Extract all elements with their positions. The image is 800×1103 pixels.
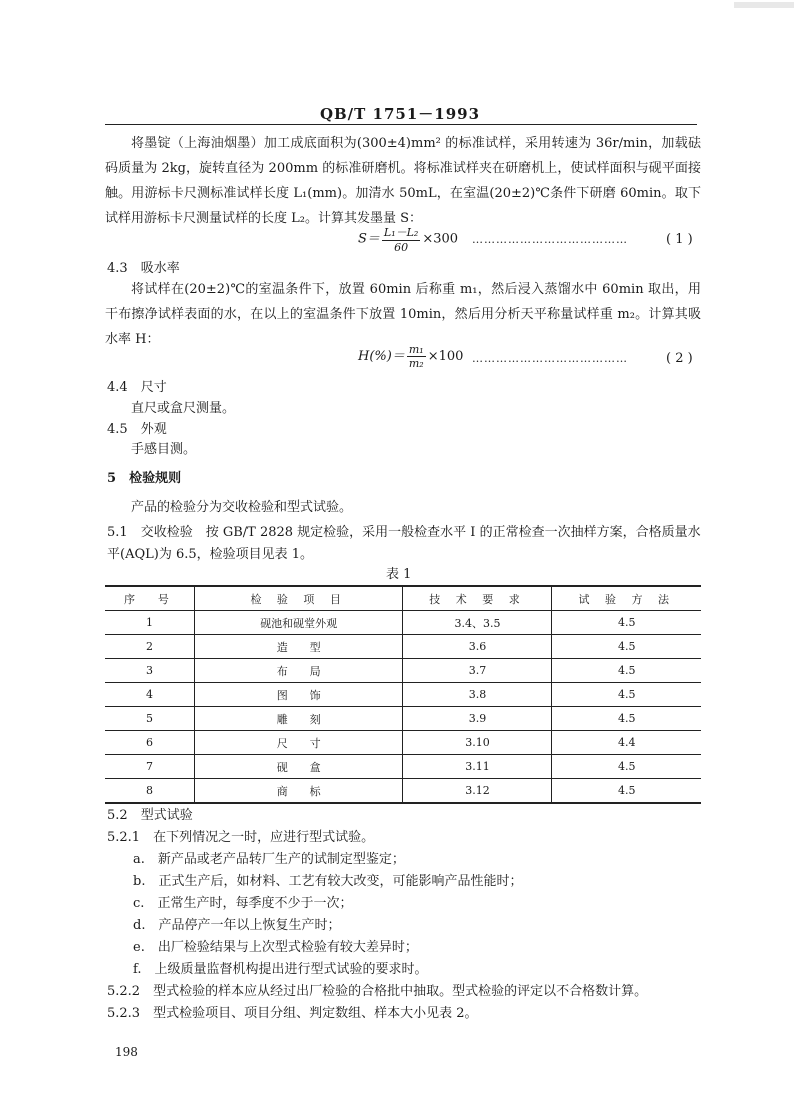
formula-2-leader: ………………………………… bbox=[472, 352, 628, 365]
table-cell: 4 bbox=[105, 683, 194, 707]
list-item bbox=[133, 916, 341, 936]
table-1-caption: 表 1 bbox=[386, 567, 412, 582]
header-rule bbox=[105, 124, 697, 125]
table-cell: 尺 寸 bbox=[194, 731, 403, 755]
table-cell: 5 bbox=[105, 707, 194, 731]
formula-1-fraction bbox=[382, 224, 420, 254]
section-4-3-title: 吸水率 bbox=[140, 261, 180, 276]
section-4-3-heading bbox=[107, 259, 180, 279]
section-4-5-heading bbox=[107, 420, 167, 440]
section-5-2-heading bbox=[107, 806, 193, 826]
table-cell: 7 bbox=[105, 755, 194, 779]
list-item bbox=[133, 872, 523, 892]
list-item bbox=[133, 850, 405, 870]
section-5-2-title: 型式试验 bbox=[140, 808, 193, 823]
list-text: 上级质量监督机构提出进行型式试验的要求时。 bbox=[154, 962, 428, 977]
list-item bbox=[133, 894, 352, 914]
table-row bbox=[105, 707, 701, 731]
table-cell: 商 标 bbox=[194, 779, 403, 804]
table-cell: 2 bbox=[105, 635, 194, 659]
list-marker: d. bbox=[133, 918, 146, 933]
section-5-1-number: 5.1 bbox=[107, 525, 128, 540]
page-number: 198 bbox=[115, 1045, 138, 1059]
formula-1-tail: ×300 bbox=[422, 231, 459, 247]
intro-paragraph: 将墨锭（上海油烟墨）加工成底面积为(300±4)mm² 的标准试样，采用转速为 36r/min，加载砝码质量为 2kg，旋转直径为 200mm 的标准研磨机。将标准试样夹在研磨机上，使试样面积与砚平面接触。用游标卡尺测标准试样长度 L₁(mm)。加清水 50mL，在室温(20±2)℃条件下研磨 60min。取下试样用游标卡尺测量试样的长度 L₂。计算其发墨量 S： bbox=[105, 136, 701, 226]
list-marker: b. bbox=[133, 874, 146, 889]
table-cell: 4.5 bbox=[552, 779, 701, 804]
section-5-1-line-1 bbox=[107, 523, 701, 543]
table-cell: 8 bbox=[105, 779, 194, 804]
formula-2-numerator: m₁ bbox=[408, 343, 424, 356]
list-text: 出厂检验结果与上次型式检验有较大差异时； bbox=[157, 940, 418, 955]
list-item bbox=[133, 960, 428, 980]
table-row bbox=[105, 635, 701, 659]
table-cell: 砚池和砚堂外观 bbox=[194, 611, 403, 635]
table-row bbox=[105, 755, 701, 779]
section-5-number: 5 bbox=[107, 471, 117, 486]
list-text: 新产品或老产品转厂生产的试制定型鉴定； bbox=[157, 852, 405, 867]
section-5-2-number: 5.2 bbox=[107, 808, 128, 823]
table-cell: 4.4 bbox=[552, 731, 701, 755]
table-header-row bbox=[105, 586, 701, 611]
section-5-2-1-text: 在下列情况之一时，应进行型式试验。 bbox=[153, 830, 375, 845]
formula-2 bbox=[358, 343, 463, 370]
section-5-2-2-text: 型式检验的样本应从经过出厂检验的合格批中抽取。型式检验的评定以不合格数计算。 bbox=[153, 984, 648, 999]
table-cell: 3.10 bbox=[403, 731, 552, 755]
formula-2-number: ( 2 ) bbox=[666, 351, 693, 366]
table-cell: 3.9 bbox=[403, 707, 552, 731]
section-4-3-paragraph: 将试样在(20±2)℃的室温条件下，放置 60min 后称重 m₁，然后浸入蒸馏水中 60min 取出，用干布擦净试样表面的水，在以上的室温条件下放置 10min，然后用分析天平称量试样重 m₂。计算其吸水率 H： bbox=[105, 282, 701, 347]
section-4-4-body: 直尺或盒尺测量。 bbox=[131, 401, 236, 416]
table-cell: 3.6 bbox=[403, 635, 552, 659]
table-cell: 3.12 bbox=[403, 779, 552, 804]
scan-mark bbox=[734, 2, 794, 8]
formula-2-lhs: H(%)＝ bbox=[358, 349, 405, 364]
section-5-2-3-number: 5.2.3 bbox=[107, 1006, 141, 1021]
section-4-5-title: 外观 bbox=[140, 422, 167, 437]
section-4-4-number: 4.4 bbox=[107, 380, 128, 395]
list-text: 正常生产时，每季度不少于一次； bbox=[157, 896, 353, 911]
table-row bbox=[105, 731, 701, 755]
section-4-4-title: 尺寸 bbox=[140, 380, 167, 395]
table-cell: 造 型 bbox=[194, 635, 403, 659]
table-row bbox=[105, 779, 701, 804]
table-header-cell: 检 验 项 目 bbox=[194, 586, 403, 611]
table-header-cell: 序 号 bbox=[105, 586, 194, 611]
section-4-3-number: 4.3 bbox=[107, 261, 128, 276]
list-text: 正式生产后，如材料、工艺有较大改变，可能影响产品性能时； bbox=[158, 874, 523, 889]
formula-1 bbox=[358, 224, 458, 254]
section-5-1-text: 交收检验 按 GB/T 2828 规定检验，采用一般检查水平 Ⅰ 的正常检查一次抽样方案，合格质量水 bbox=[140, 525, 701, 540]
section-5-2-3 bbox=[107, 1004, 478, 1024]
formula-1-lhs: S＝ bbox=[358, 231, 380, 247]
list-marker: a. bbox=[133, 852, 145, 867]
table-cell: 4.5 bbox=[552, 659, 701, 683]
table-cell: 雕 刻 bbox=[194, 707, 403, 731]
table-cell: 1 bbox=[105, 611, 194, 635]
section-5-heading bbox=[107, 469, 181, 489]
list-marker: c. bbox=[133, 896, 145, 911]
table-cell: 3.7 bbox=[403, 659, 552, 683]
section-5-2-2-number: 5.2.2 bbox=[107, 984, 141, 999]
formula-1-number: ( 1 ) bbox=[666, 232, 693, 247]
list-text: 产品停产一年以上恢复生产时； bbox=[158, 918, 341, 933]
table-cell: 图 饰 bbox=[194, 683, 403, 707]
table-cell: 3.8 bbox=[403, 683, 552, 707]
table-header-cell: 试 验 方 法 bbox=[552, 586, 701, 611]
table-cell: 4.5 bbox=[552, 635, 701, 659]
table-1 bbox=[105, 585, 701, 804]
page-header: QB/T 1751－1993 bbox=[319, 105, 481, 123]
table-cell: 3 bbox=[105, 659, 194, 683]
table-cell: 4.5 bbox=[552, 755, 701, 779]
table-cell: 砚 盒 bbox=[194, 755, 403, 779]
section-4-5-body: 手感目测。 bbox=[131, 442, 197, 457]
section-5-body: 产品的检验分为交收检验和型式试验。 bbox=[131, 500, 353, 515]
formula-2-tail: ×100 bbox=[427, 349, 464, 364]
formula-2-fraction bbox=[407, 343, 426, 370]
section-5-2-2 bbox=[107, 982, 647, 1002]
formula-2-denominator: m₂ bbox=[408, 357, 424, 370]
table-cell: 布 局 bbox=[194, 659, 403, 683]
section-5-2-3-text: 型式检验项目、项目分组、判定数组、样本大小见表 2。 bbox=[153, 1006, 478, 1021]
table-row bbox=[105, 659, 701, 683]
table-cell: 6 bbox=[105, 731, 194, 755]
section-5-2-1 bbox=[107, 828, 374, 848]
table-cell: 4.5 bbox=[552, 611, 701, 635]
table-cell: 3.11 bbox=[403, 755, 552, 779]
table-cell: 3.4、3.5 bbox=[403, 611, 552, 635]
formula-1-denominator: 60 bbox=[394, 241, 409, 254]
section-4-4-heading bbox=[107, 378, 167, 398]
table-row bbox=[105, 611, 701, 635]
section-5-1-line-2: 平(AQL)为 6.5，检验项目见表 1。 bbox=[107, 547, 314, 562]
section-4-5-number: 4.5 bbox=[107, 422, 128, 437]
section-5-title: 检验规则 bbox=[129, 471, 182, 486]
table-cell: 4.5 bbox=[552, 683, 701, 707]
section-5-2-1-number: 5.2.1 bbox=[107, 830, 141, 845]
table-row bbox=[105, 683, 701, 707]
table-header-cell: 技 术 要 求 bbox=[403, 586, 552, 611]
formula-1-leader: ………………………………… bbox=[472, 233, 628, 246]
table-cell: 4.5 bbox=[552, 707, 701, 731]
list-marker: e. bbox=[133, 940, 145, 955]
list-item bbox=[133, 938, 418, 958]
formula-1-numerator: L₁－L₂ bbox=[383, 226, 419, 239]
list-marker: f. bbox=[133, 962, 142, 977]
